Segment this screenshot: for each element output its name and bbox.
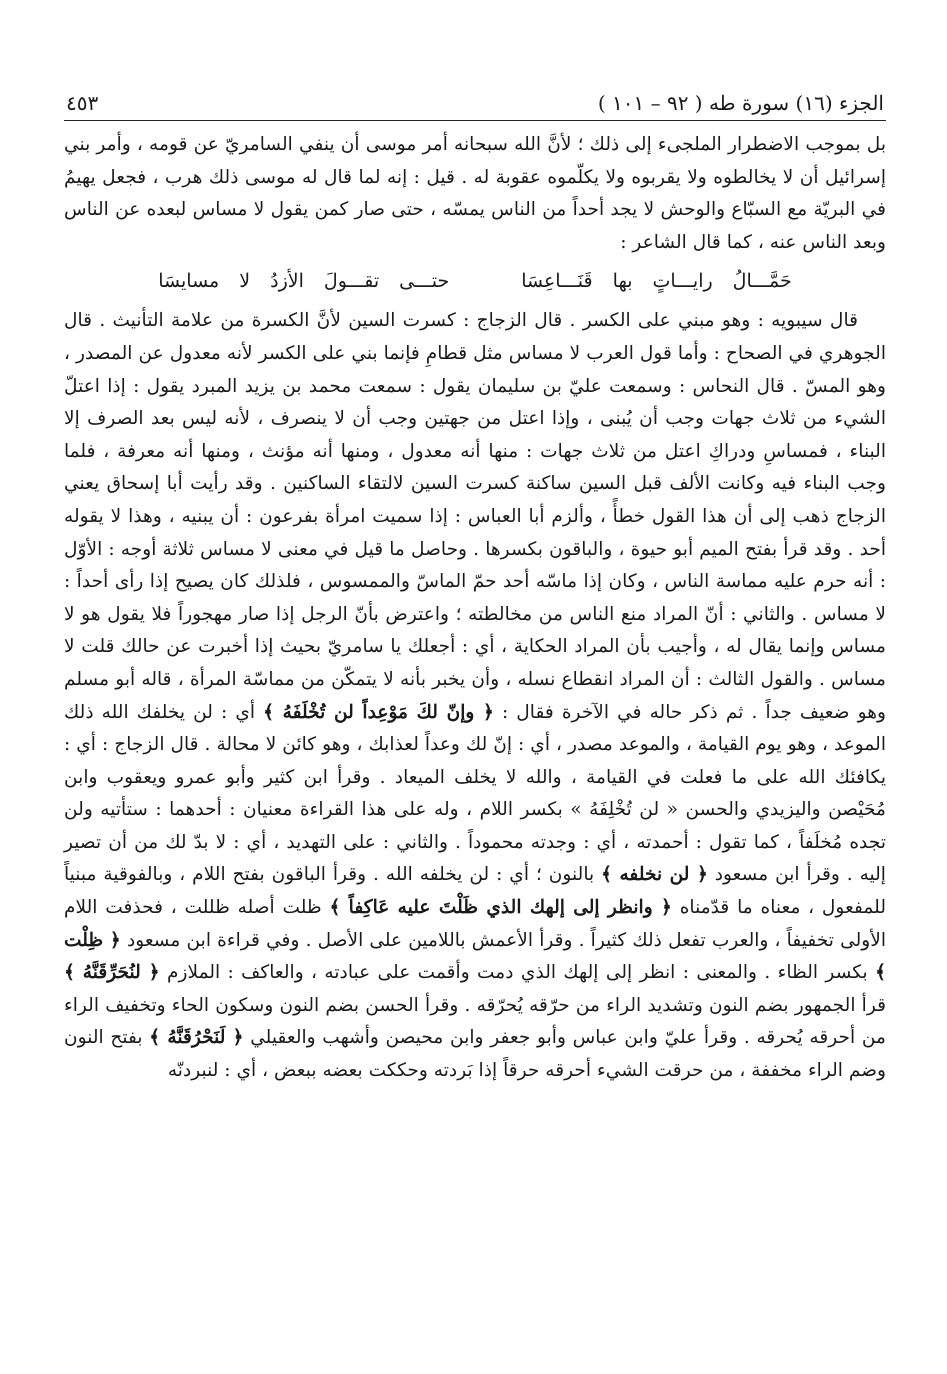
- paragraph-2-part-d: ظلت أصله ظللت ، فحذفت اللام الأولى تخفيفاً ، والعرب تفعل ذلك كثيراً . وقرأ الأعمش باللامين على الأصل . وفي قراءة ابن مسعود: [64, 897, 886, 951]
- quran-quote-6: ﴿ لَنَحْرُقَنَّهُ ﴾: [149, 1027, 244, 1049]
- running-title: الجزء (١٦) سورة طه ( ٩٢ – ١٠١ ): [597, 91, 884, 115]
- paragraph-2: [64, 305, 886, 1087]
- book-page: [64, 86, 886, 1088]
- body-text: [64, 129, 886, 1088]
- quran-quote-3: ﴿ وانظر إلى إلهك الذي ظَلْتَ عليه عَاكِفاً ﴾: [329, 897, 672, 919]
- paragraph-2-part-b: أي : لن يخلفك الله ذلك الموعد ، وهو يوم القيامة ، والموعد مصدر ، أي : إنّ لك وعداً لعذابك ، وهو كائن لا محالة . قال الزجاج : أي : يكافئك الله على ما فعلت في القيامة ، والله لا يخلف الميعاد . وقرأ ابن كثير وأبو عمرو ويعقوب وابن مُحَيْصن واليزيدي والحسن « لن تُخْلِفَهُ » بكسر اللام ، وله على هذا القراءة معنيان : أحدهما : ستأتيه ولن تجده مُخلَفاً ، كما تقول : أحمدته ، أي : وجدته محموداً . والثاني : على التهديد ، أي : لا بدّ لك من أن تصير إليه . وقرأ ابن مسعود: [64, 701, 886, 886]
- paragraph-1: بل بموجب الاضطرار الملجىء إلى ذلك ؛ لأنَّ الله سبحانه أمر موسى أن ينفي السامريّ عن قومه ، وأمر بني إسرائيل أن لا يخالطوه ولا يقربوه ولا يكلّموه عقوبة له . قيل : إنه لما قال له موسى ذلك هرب ، فجعل يهيمُ في البريّة مع السبّاع والوحش لا يجد أحداً من الناس يمسّه ، حتى صار كمن يقول لا مساس لبعده عن الناس وبعد الناس عنه ، كما قال الشاعر :: [64, 134, 886, 253]
- running-header: [64, 86, 886, 121]
- paragraph-2-part-c: بالنون ؛ أي : لن يخلفه الله . وقرأ الباقون بفتح اللام ، وبالفوقية مبنياً للمفعول ، معناه ما قدّمناه: [64, 864, 886, 919]
- quran-quote-5: ﴿ لنُحَرِّقَنَّهُ ﴾: [64, 962, 160, 984]
- quran-quote-1: ﴿ وإنّ لكَ مَوْعِداً لن تُخْلَفَهُ ﴾: [263, 701, 494, 723]
- poetry-verse: [64, 265, 886, 297]
- verse-first-hemistich: حَمَّـــالُ رايـــاتٍ بها قَنَـــاعِسَا: [521, 270, 792, 293]
- verse-second-hemistich: حتـــى تقـــولَ الأزدُ لا مسايسَا: [158, 270, 450, 293]
- page-number: ٤٥٣: [66, 91, 99, 115]
- quran-quote-4: ﴿ ظِلْت ﴾: [64, 929, 886, 984]
- paragraph-2-part-a: قال سيبويه : وهو مبني على الكسر . قال الزجاج : كسرت السين لأنَّ الكسرة من علامة التأنيث . قال الجوهري في الصحاح : وأما قول العرب لا مساس مثل قطامِ فإنما بني على الكسر لأنه معدول عن المصدر ، وهو المسّ . قال النحاس : وسمعت عليّ بن سليمان يقول : سمعت محمد بن يزيد المبرد يقول : إذا اعتلّ الشيء من ثلاث جهات وجب أن يُبنى ، وإذا اعتل من جهتين وجب أن لا ينصرف ، لأنه ليس بعد الصرف إلا البناء ، فمساسِ ودراكِ اعتل من ثلاث جهات : منها أنه معدول ، ومنها أنه مؤنث ، ومنها أنه معرفة ، فلما وجب البناء فيه وكانت الألف قبل السين ساكنة كسرت السين لالتقاء الساكنين . وقد رأيت أبا إسحاق يعني الزجاج ذهب إلى أن هذا القول خطأً ، وألزم أبا العباس : إذا سميت امرأة بفرعون : أن يبنيه ، وهذا لا يقوله أحد . وقد قرأ بفتح الميم أبو حيوة ، والباقون بكسرها . وحاصل ما قيل في معنى لا مساس ثلاثة أوجه : الأوّل : أنه حرم عليه مماسة الناس ، وكان إذا ماسّه أحد حمّ الماسّ والممسوس ، فلذلك كان يصيح إذا رأى أحداً : لا مساس . والثاني : أنّ المراد منع الناس من مخالطته ؛ واعترض بأنّ الرجل إذا صار مهجوراً فلا يقول هو لا مساس وإنما يقال له ، وأجيب بأن المراد الحكاية ، أي : أجعلك يا سامريّ بحيث إذا أخبرت عن حالك قلت لا مساس . والقول الثالث : أن المراد انقطاع نسله ، وأن يخبر بأنه لا يتمكّن من مماسّة المرأة ، قاله أبو مسلم وهو ضعيف جداً . ثم ذكر حاله في الآخرة فقال :: [64, 310, 886, 723]
- paragraph-2-part-f: قرأ الجمهور بضم النون وتشديد الراء من حرّقه يُحرّقه . وقرأ الحسن بضم النون وسكون الحاء وتخفيف الراء من أحرقه يُحرقه . وقرأ عليّ وابن عباس وأبو جعفر وابن محيصن وأشهب والعقيلي: [64, 994, 886, 1049]
- quran-quote-2: ﴿ لن نخلفه ﴾: [601, 864, 708, 886]
- paragraph-2-part-g: بفتح النون وضم الراء مخففة ، من حرقت الشيء أحرقه حرقاً إذا بَردته وحككت بعضه ببعض ، أي : لنبردنّه: [64, 1027, 886, 1082]
- paragraph-2-part-e: بكسر الظاء . والمعنى : انظر إلى إلهك الذي دمت وأقمت على عبادته ، والعاكف : الملازم: [167, 962, 868, 984]
